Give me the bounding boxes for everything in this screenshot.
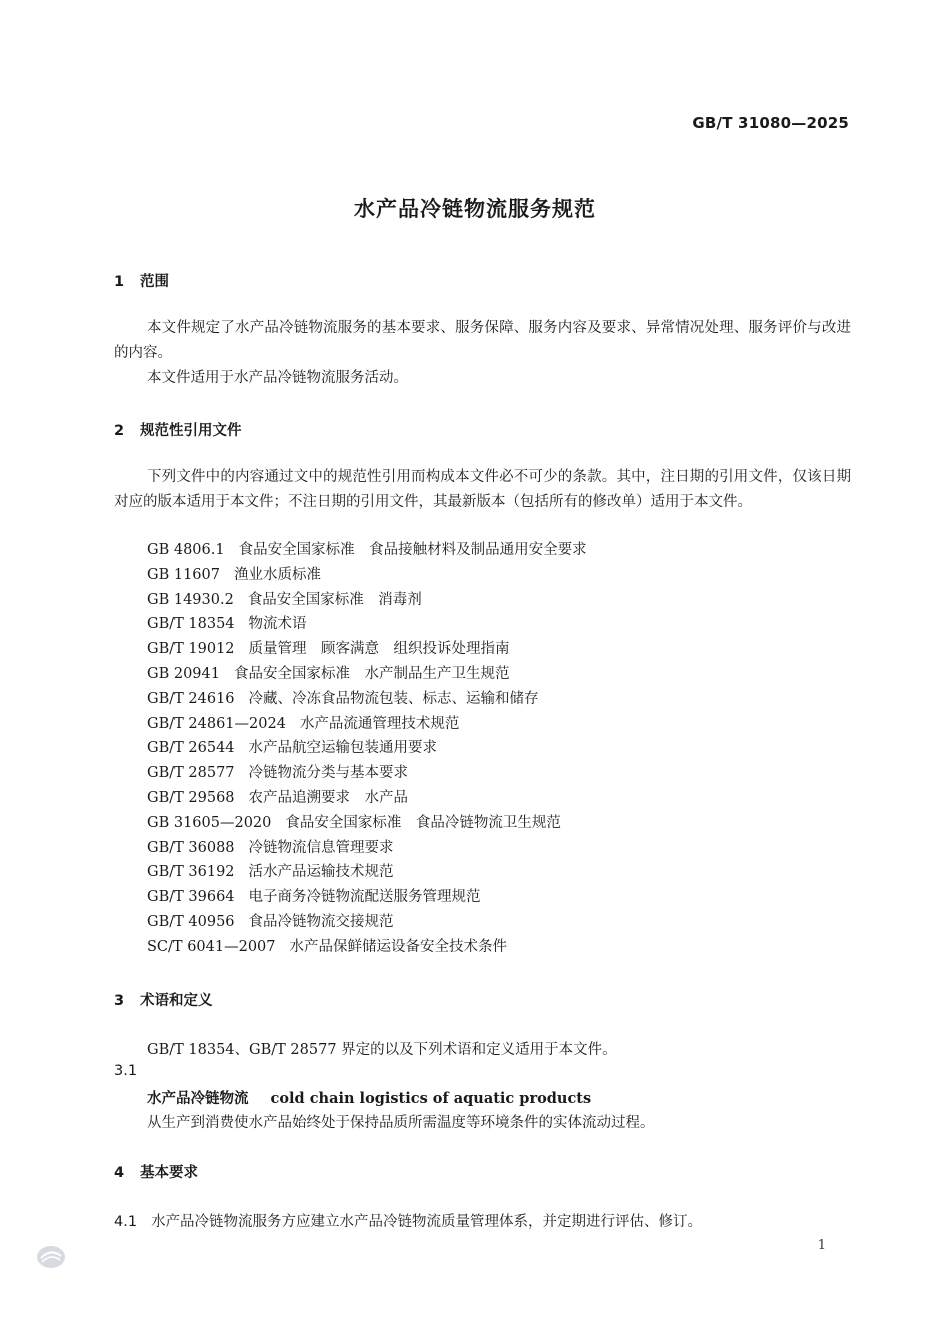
section-number: 2 <box>114 423 125 439</box>
publisher-logo-icon <box>36 1244 66 1270</box>
section-3-heading <box>114 989 213 1010</box>
term-number: 3.1 <box>114 1063 138 1079</box>
reference-title: 水产品航空运输包装通用要求 <box>248 740 438 757</box>
reference-item <box>147 860 587 885</box>
reference-item <box>147 811 587 836</box>
section-3-intro: GB/T 18354、GB/T 28577 界定的以及下列术语和定义适用于本文件。 <box>147 1042 617 1058</box>
reference-code: GB/T 40956 <box>147 913 235 930</box>
clause-text: 水产品冷链物流服务方应建立水产品冷链物流质量管理体系，并定期进行评估、修订。 <box>151 1214 703 1230</box>
section-number: 1 <box>114 274 125 290</box>
reference-code: GB/T 18354 <box>147 616 235 633</box>
reference-item <box>147 588 587 613</box>
reference-title: 质量管理 顾客满意 组织投诉处理指南 <box>248 641 510 658</box>
reference-title: 电子商务冷链物流配送服务管理规范 <box>248 889 481 906</box>
reference-item <box>147 687 587 712</box>
reference-title: 冷链物流分类与基本要求 <box>248 765 409 782</box>
section-1-heading <box>114 270 169 291</box>
reference-title: 物流术语 <box>248 616 307 633</box>
reference-item <box>147 935 587 960</box>
reference-code: GB 14930.2 <box>147 591 234 608</box>
reference-title: 农产品追溯要求 水产品 <box>248 789 409 806</box>
reference-title: 活水产品运输技术规范 <box>248 864 394 881</box>
reference-code: GB 31605—2020 <box>147 814 272 831</box>
reference-code: GB/T 24861—2024 <box>147 715 286 732</box>
section-2-heading <box>114 419 242 440</box>
reference-item <box>147 761 587 786</box>
term-definition: 从生产到消费使水产品始终处于保持品质所需温度等环境条件的实体流动过程。 <box>147 1115 655 1131</box>
section-title: 术语和定义 <box>140 993 213 1009</box>
section-title: 规范性引用文件 <box>140 423 242 439</box>
reference-title: 冷链物流信息管理要求 <box>248 839 394 856</box>
reference-list <box>147 538 587 960</box>
reference-code: GB 11607 <box>147 566 220 583</box>
section-1-paragraph-1: 本文件规定了水产品冷链物流服务的基本要求、服务保障、服务内容及要求、异常情况处理、服务评价与改进的内容。 <box>114 320 851 361</box>
reference-item <box>147 910 587 935</box>
reference-item <box>147 637 587 662</box>
reference-title: 冷藏、冷冻食品物流包装、标志、运输和储存 <box>248 690 539 707</box>
reference-code: GB 20941 <box>147 665 220 682</box>
reference-title: 水产品流通管理技术规范 <box>299 715 460 732</box>
reference-title: 食品冷链物流交接规范 <box>248 913 394 930</box>
term-name-zh: 水产品冷链物流 <box>147 1091 249 1107</box>
standard-code: GB/T 31080—2025 <box>692 114 849 132</box>
section-number: 4 <box>114 1165 125 1181</box>
reference-code: GB/T 24616 <box>147 690 235 707</box>
section-2-intro: 下列文件中的内容通过文中的规范性引用而构成本文件必不可少的条款。其中，注日期的引用文件，仅该日期对应的版本适用于本文件；不注日期的引用文件，其最新版本（包括所有的修改单）适用于本文件。 <box>114 469 851 510</box>
term-name-en: cold chain logistics of aquatic products <box>270 1090 592 1107</box>
reference-code: GB/T 28577 <box>147 765 235 782</box>
reference-item <box>147 786 587 811</box>
reference-code: GB/T 29568 <box>147 789 235 806</box>
reference-item <box>147 836 587 861</box>
reference-code: GB/T 39664 <box>147 889 235 906</box>
section-title: 基本要求 <box>140 1165 198 1181</box>
reference-code: SC/T 6041—2007 <box>147 938 276 955</box>
section-number: 3 <box>114 993 125 1009</box>
reference-code: GB 4806.1 <box>147 542 225 558</box>
reference-item <box>147 538 587 563</box>
reference-item <box>147 662 587 687</box>
reference-title: 食品安全国家标准 水产制品生产卫生规范 <box>233 665 510 682</box>
page-number: 1 <box>817 1238 826 1253</box>
section-1-paragraph-2: 本文件适用于水产品冷链物流服务活动。 <box>147 370 408 386</box>
reference-item <box>147 612 587 637</box>
section-4-heading <box>114 1161 198 1182</box>
reference-title: 食品安全国家标准 食品冷链物流卫生规范 <box>285 814 561 831</box>
reference-code: GB/T 36192 <box>147 864 235 881</box>
clause-number: 4.1 <box>114 1214 138 1230</box>
reference-code: GB/T 36088 <box>147 839 235 856</box>
reference-item <box>147 563 587 588</box>
reference-item <box>147 885 587 910</box>
section-title: 范围 <box>140 274 169 290</box>
reference-item <box>147 712 587 737</box>
reference-item <box>147 736 587 761</box>
reference-code: GB/T 19012 <box>147 641 235 658</box>
reference-title: 水产品保鲜储运设备安全技术条件 <box>289 938 507 955</box>
term-heading <box>147 1087 591 1108</box>
clause-4-1 <box>114 1210 702 1231</box>
reference-title: 渔业水质标准 <box>233 566 321 583</box>
reference-title: 食品安全国家标准 食品接触材料及制品通用安全要求 <box>238 542 587 558</box>
document-title: 水产品冷链物流服务规范 <box>354 197 596 221</box>
reference-code: GB/T 26544 <box>147 740 235 757</box>
reference-title: 食品安全国家标准 消毒剂 <box>247 591 422 608</box>
